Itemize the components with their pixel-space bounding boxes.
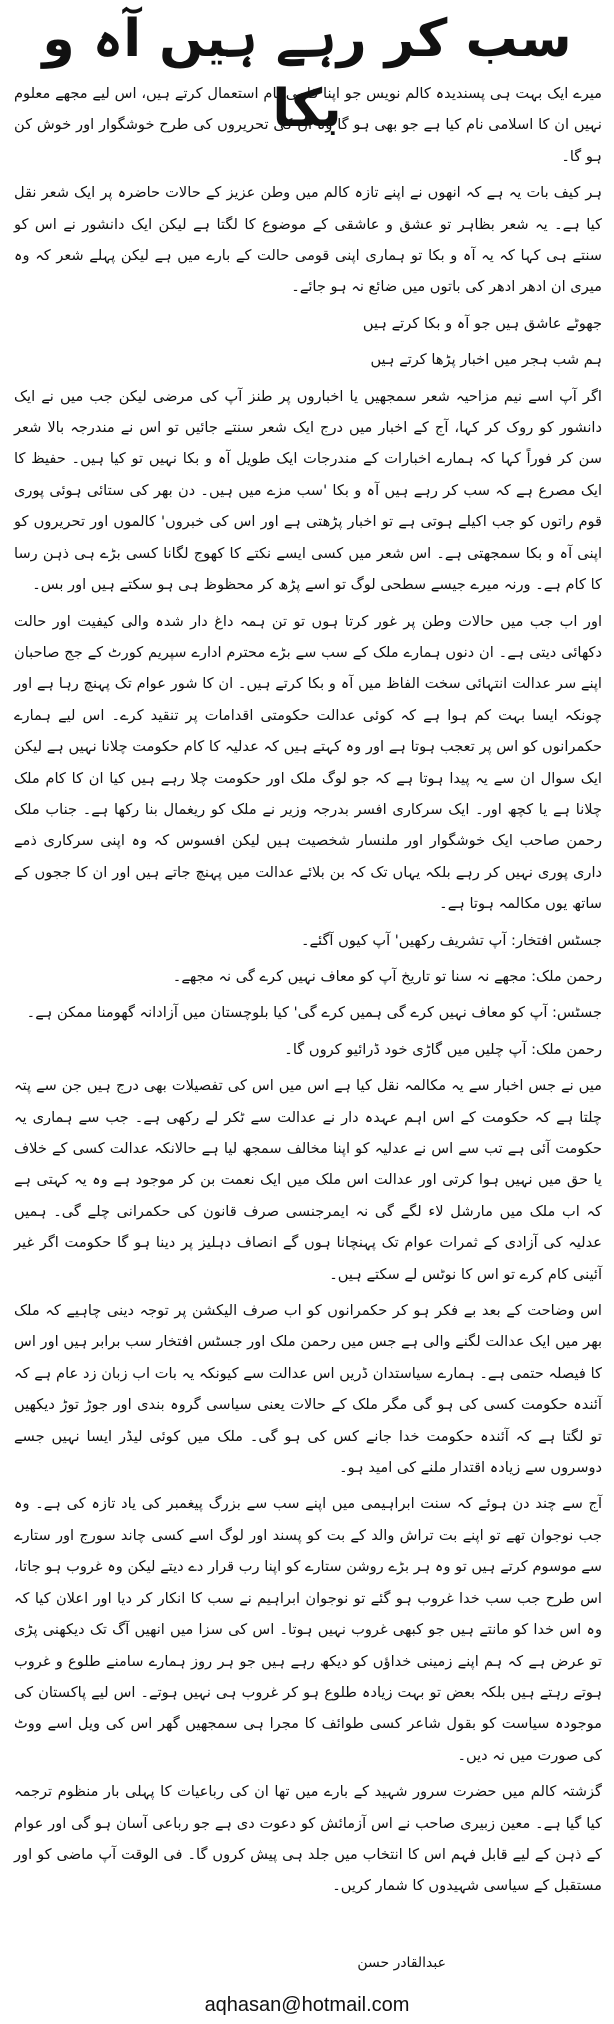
- article-body: [14, 78, 602, 1948]
- paragraph: میں نے جس اخبار سے یہ مکالمہ نقل کیا ہے اس میں اس کی تفصیلات بھی درج ہیں جن سے پتہ چلتا ہے کہ حکومت کے اس اہم عہدہ دار نے عدالت سے ٹکر لے رکھی ہے۔ جب سے ہماری یہ حکومت آئی ہے تب سے اس نے عدلیہ کو اپنا مخالف سمجھ لیا ہے حالانکہ عدالت کسی کے خلاف یا حق میں نہیں ہوا کرتی اور عدالت اس ملک میں ایک نعمت بن کر موجود ہے وہ یہ کہتی ہے کہ اب ملک میں مارشل لاء لگے گی نہ ایمرجنسی صرف قانون کی حکمرانی چلے گی۔ ہمیں عدلیہ کی آزادی کے ثمرات عوام تک پہنچانا ہوں گے انصاف دہلیز پر دینا ہو گا حکومت اگر غیر آئینی کام کرے تو اس کا نوٹس لے سکتے ہیں۔: [14, 1077, 602, 1283]
- verse-line: ہم شب ہجر میں اخبار پڑھا کرتے ہیں: [370, 351, 602, 369]
- paragraph: اور اب جب میں حالات وطن پر غور کرتا ہوں تو تن ہمہ داغ دار شدہ والی کیفیت اور حالت دکھائی دیتی ہے۔ ان دنوں ہمارے ملک کے سب سے بڑے محترم ادارے سپریم کورٹ کے جج صاحبان اپنے سر عدالت انتہائی سخت الفاظ میں آہ و بکا کرتے ہیں۔ ان کا شور عوام تک پہنچ رہا ہے اور چونکہ ایسا بہت کم ہوا ہے کہ کوئی عدالت حکومتی اقدامات پر تنقید کرے۔ اس لیے ہمارے حکمرانوں کو اس پر تعجب ہوتا ہے اور وہ کہتے ہیں کہ عدلیہ کا کام حکومت چلانا نہیں ہے لیکن ایک سوال ان سے یہ پیدا ہوتا ہے کہ جو لوگ ملک اور حکومت چلا رہے ہیں کیا ان کا کام ملک چلانا ہے یا کچھ اور۔ ایک سرکاری افسر بدرجہ وزیر نے ملک کو ریغمال بنا رکھا ہے۔ جناب ملک رحمن صاحب ایک خوشگوار اور ملنسار شخصیت ہیں لیکن افسوس کہ وہ اپنی سرکاری ذمے داری پوری نہیں کر رہے بلکہ یہاں تک کہ بن بلائے عدالت میں پہنچ جاتے ہیں اور ان کا ججوں کے ساتھ یوں مکالمہ ہوتا ہے۔: [14, 612, 602, 913]
- paragraph: اس وضاحت کے بعد بے فکر ہو کر حکمرانوں کو اب صرف الیکشن پر توجہ دینی چاہیے کہ ملک بھر میں ایک عدالت لگنے والی ہے جس میں رحمن ملک اور جسٹس افتخار سب برابر ہیں اور اس کا فیصلہ حتمی ہے۔ ہمارے سیاستدان ڈریں اس عدالت سے کیونکہ یہ بات اب زبان زد عام ہے کہ آئندہ حکومت کسی کی ہو گی مگر ملک کے حالات یعنی سیاسی گروہ بندی اور جوڑ توڑ دیکھیں تو لگتا ہے کہ آئندہ حکومت خدا جانے کس کی ہو گی۔ ملک میں کوئی لیڈر ایسا نہیں جسے دوسروں سے زیادہ اقتدار ملنے کی امید ہو۔: [14, 1302, 602, 1477]
- dialogue-line: رحمن ملک: آپ چلیں میں گاڑی خود ڈرائیو کروں گا۔: [284, 1040, 602, 1058]
- author-email[interactable]: aqhasan@hotmail.com: [204, 1994, 410, 2016]
- paragraph: آج سے چند دن ہوئے کہ سنت ابراہیمی میں اپنے سب سے بزرگ پیغمبر کی یاد تازہ کی ہے۔ وہ جب نوجوان تھے تو اپنے بت تراش والد کے بت کو پسند اور لوگ اسے کسی چاند سورج اور ستارے سے موسوم کرتے ہیں تو وہ ہر بڑے روشن ستارے کو اپنا رب قرار دے دیتے لیکن وہ غروب ہو جاتا، اس طرح جب سب خدا غروب ہو گئے تو نوجوان ابراہیم نے سب کا انکار کر دیا اور اعلان کیا کہ وہ اس خدا کو مانتے ہیں جو کبھی غروب نہیں ہوتا۔ اس کی سزا میں انھیں آگ تک دیکھنی پڑی تو عرض ہے کہ ہم اپنے زمینی خداؤں کو دیکھ رہے ہیں جو ہر روز ہمارے سامنے طلوع و غروب ہوتے رہتے ہیں بلکہ بعض تو بہت زیادہ طلوع ہو کر غروب ہی نہیں ہوتے۔ اس لیے پاکستان کی موجودہ سیاست کو بقول شاعر کسی طوائف کا مجرا ہی سمجھیں گھر اس کی ویل اسے ووٹ کی صورت میں نہ دیں۔: [14, 1495, 602, 1764]
- dialogue-line: جسٹس: آپ کو معاف نہیں کرے گی ہمیں کرے گی' کیا بلوچستان میں آزادانہ گھومنا ممکن ہے۔: [26, 1004, 602, 1022]
- author-signature: عبدالقادر حسن: [357, 1955, 446, 1971]
- paragraph: گزشتہ کالم میں حضرت سرور شہید کے بارے میں تھا ان کی رباعیات کا پہلی بار منظوم ترجمہ کیا گیا ہے۔ معین زبیری صاحب نے اس آزمائش کو دعوت دی ہے جو رباعی آسان ہو گی اور عوام کے ذہن کے لیے قابل فہم اس کا انتخاب میں جلد ہی پیش کروں گا۔ فی الوقت آپ ماضی کو اور مستقبل کے سیاسی شہیدوں کا شمار کریں۔: [14, 1783, 602, 1895]
- paragraph: اگر آپ اسے نیم مزاحیہ شعر سمجھیں یا اخباروں پر طنز آپ کی مرضی لیکن جب میں نے ایک دانشور کو روک کر کہا، آج کے اخبار میں درج ایک شعر سنتے جائیں تو اس نے مندرجہ بالا شعر سن کر فوراً کہا کہ ہمارے اخبارات کے مندرجات ایک طویل آہ و بکا نہیں تو کیا ہیں۔ حفیظ کا ایک مصرع ہے کہ سب کر رہے ہیں آہ و بکا 'سب مزے میں ہیں۔ دن بھر کی ستائی ہوئی پوری قوم راتوں کو جب اکیلے ہوتی ہے تو اخبار پڑھتی ہے اور اس کی خبروں' کالموں اور تحریروں کو اپنی آہ و بکا سمجھتی ہے۔ اس شعر میں کسی ایسے نکتے کا کھوج لگانا کسی بڑے ہی ذہن رسا کا کام ہے۔ ورنہ میرے جیسے سطحی لوگ تو اسے پڑھ کر محظوظ ہی ہو سکتے ہیں اور بس۔: [14, 387, 602, 594]
- dialogue-line: جسٹس افتخار: آپ تشریف رکھیں' آپ کیوں آگئے۔: [300, 931, 602, 949]
- column-headline: سب کر رہے ہیں آہ و بکا: [42, 9, 572, 139]
- paragraph: میرے ایک بہت ہی پسندیدہ کالم نویس جو اپنا قلمی نام استعمال کرتے ہیں، اس لیے مجھے معلوم نہیں ان کا اسلامی نام کیا ہے جو بھی ہو گا وہ ان کی تحریروں کی طرح خوشگوار اور خوش کن ہو گا۔: [14, 85, 602, 165]
- paragraph: ہر کیف بات یہ ہے کہ انھوں نے اپنے تازہ کالم میں وطن عزیز کے حالات حاضرہ پر ایک شعر نقل کیا ہے۔ یہ شعر بظاہر تو عشق و عاشقی کے موضوع کا لگتا ہے لیکن ایک دانشور نے اس کو سنتے ہی کہا کہ یہ آہ و بکا تو ہماری اپنی قومی حالت کے بارے میں ہے لیکن پہلے شعر کہ وہ میری ان ادھر ادھر کی باتوں میں ضائع نہ ہو جائے۔: [14, 184, 602, 296]
- verse-line: جھوٹے عاشق ہیں جو آہ و بکا کرتے ہیں: [362, 314, 602, 332]
- dialogue-line: رحمن ملک: مجھے نہ سنا تو تاریخ آپ کو معاف نہیں کرے گی نہ مجھے۔: [172, 967, 602, 985]
